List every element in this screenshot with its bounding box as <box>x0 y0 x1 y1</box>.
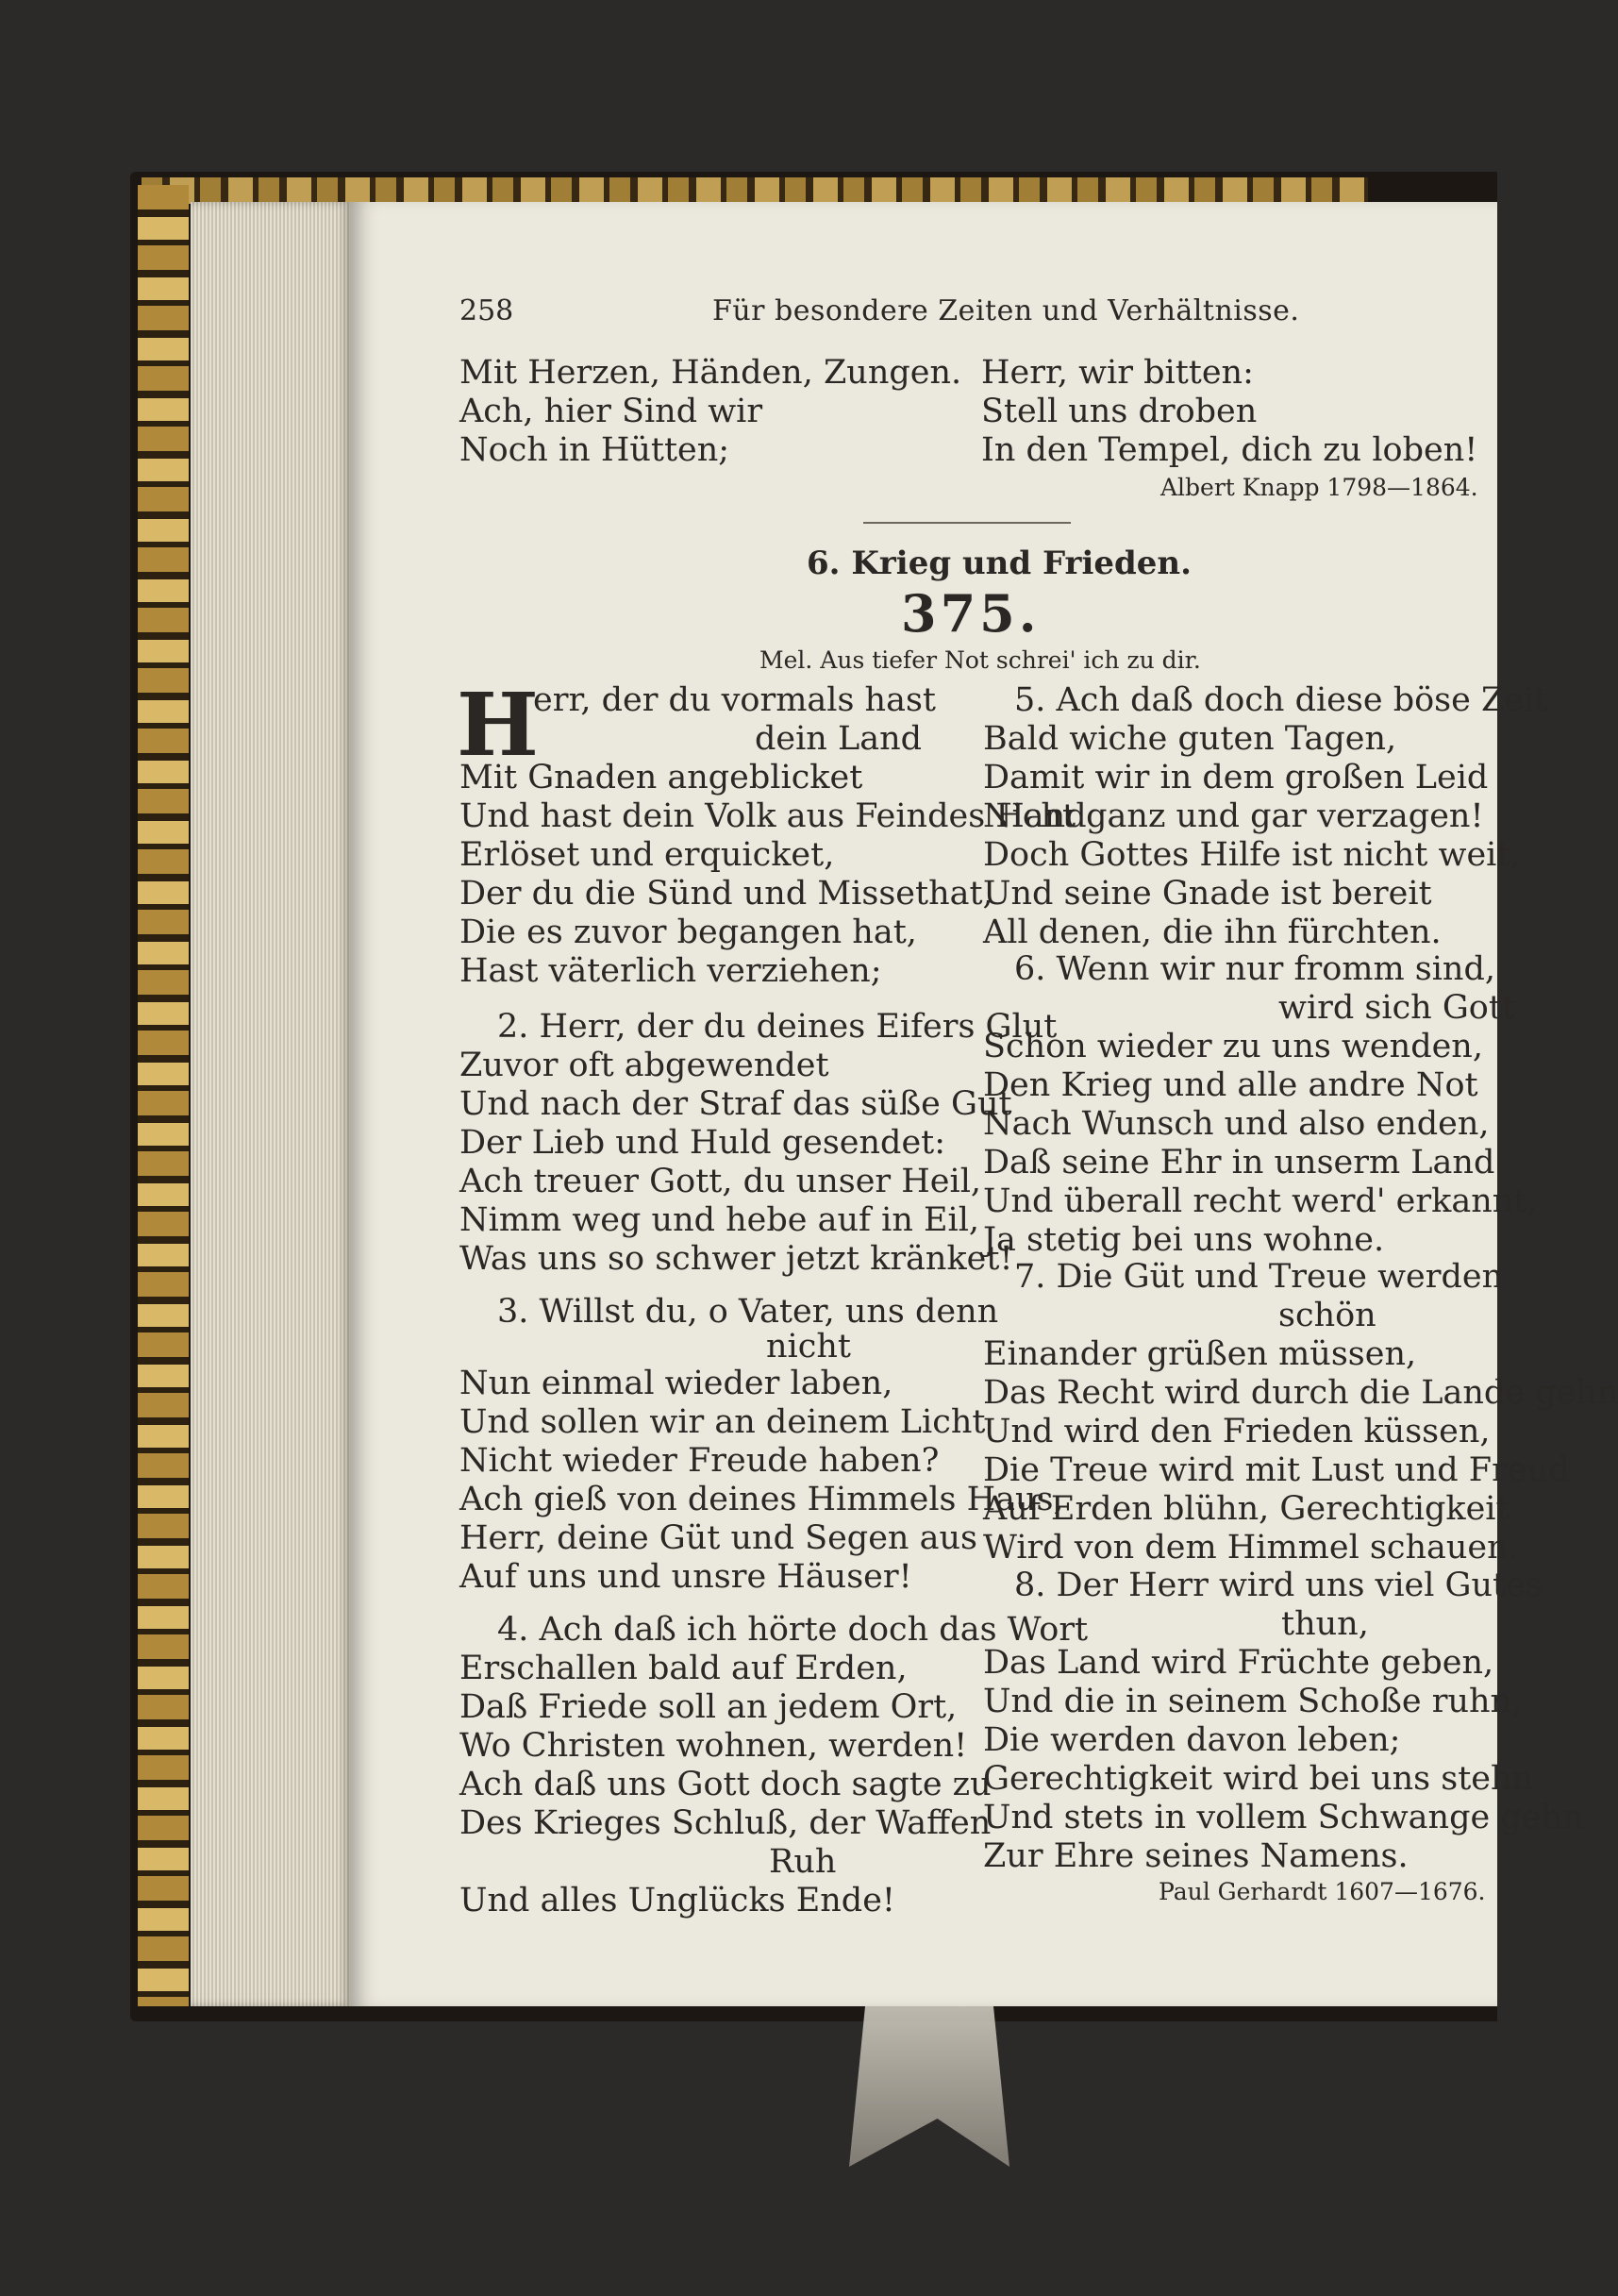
page-number: 258 <box>459 294 514 327</box>
hymn-number: 375. <box>901 583 1041 644</box>
verse-line: Daß Friede soll an jedem Ort, <box>459 1688 958 1726</box>
verse-line: 2. Herr, der du deines Eifers Glut <box>497 1008 1058 1046</box>
top-left-line: Ach, hier Sind wir <box>459 393 763 430</box>
verse-line: Einander grüßen müssen, <box>983 1335 1417 1373</box>
verse-line: dein Land <box>755 720 923 758</box>
verse-line: schön <box>1278 1297 1376 1334</box>
verse-line: Daß seine Ehr in unserm Land <box>983 1144 1495 1182</box>
verse-line: Nimm weg und hebe auf in Eil, <box>459 1201 980 1239</box>
verse-line: Das Recht wird durch die Lande gehn <box>983 1374 1618 1412</box>
top-right-line: Herr, wir bitten: <box>981 354 1254 392</box>
verse-line: 8. Der Herr wird uns viel Gutes <box>1014 1567 1543 1604</box>
verse-line: 4. Ach daß ich hörte doch das Wort <box>497 1611 1089 1649</box>
verse-line: Gerechtigkeit wird bei uns stehn <box>983 1760 1534 1798</box>
verse-line: Die es zuvor begangen hat, <box>459 913 917 951</box>
verse-line: Und nach der Straf das süße Gut <box>459 1085 1012 1123</box>
drop-cap: H <box>457 674 539 776</box>
verse-line: err, der du vormals hast <box>533 681 936 719</box>
verse-line: 6. Wenn wir nur fromm sind, <box>1014 950 1495 988</box>
verse-line: Die werden davon leben; <box>983 1721 1401 1759</box>
verse-line: Bald wiche guten Tagen, <box>983 720 1397 758</box>
verse-line: Und die in seinem Schoße ruhn, <box>983 1683 1523 1720</box>
ornamental-border-left <box>138 185 189 2006</box>
verse-line: 7. Die Güt und Treue werden <box>1014 1258 1504 1296</box>
top-right-line: Stell uns droben <box>981 393 1258 430</box>
verse-line: Ach treuer Gott, du unser Heil, <box>459 1163 982 1200</box>
verse-line: Nun einmal wieder laben, <box>459 1365 893 1402</box>
verse-line: Erlöset und erquicket, <box>459 836 835 874</box>
verse-line: Die Treue wird mit Lust und Freud <box>983 1451 1570 1489</box>
ornamental-border-top <box>142 177 1368 204</box>
verse-line: Und hast dein Volk aus Feindes Hand <box>459 797 1087 835</box>
verse-line: Des Krieges Schluß, der Waffen <box>459 1804 992 1842</box>
verse-line: 5. Ach daß doch diese böse Zeit <box>1014 681 1548 719</box>
verse-line: Doch Gottes Hilfe ist nicht weit, <box>983 836 1521 874</box>
verse-line: Und stets in vollem Schwange gehn <box>983 1799 1584 1836</box>
verse-line: Nicht wieder Freude haben? <box>459 1442 940 1480</box>
top-left-line: Mit Herzen, Händen, Zungen. <box>459 354 962 392</box>
verse-line: Das Land wird Früchte geben, <box>983 1644 1494 1682</box>
verse-line: Und seine Gnade ist bereit <box>983 875 1432 913</box>
verse-line: Nach Wunsch und also enden, <box>983 1105 1490 1143</box>
verse-line: Und alles Unglücks Ende! <box>459 1882 895 1919</box>
verse-line: Ruh <box>769 1843 837 1881</box>
verse-line: Ach daß uns Gott doch sagte zu <box>459 1766 992 1803</box>
verse-line: Hast väterlich verziehen; <box>459 952 882 990</box>
verse-line: Auf Erden blühn, Gerechtigkeit <box>983 1490 1510 1528</box>
section-title: 6. Krieg und Frieden. <box>807 545 1192 582</box>
verse-line: Und überall recht werd' erkannt, <box>983 1182 1538 1220</box>
verse-line: Wo Christen wohnen, werden! <box>459 1727 968 1765</box>
verse-line: Auf uns und unsre Häuser! <box>459 1558 912 1596</box>
verse-line: Wird von dem Himmel schauen. <box>983 1529 1519 1567</box>
verse-line: Ja stetig bei uns wohne. <box>983 1221 1385 1259</box>
verse-line: Und sollen wir an deinem Licht <box>459 1403 986 1441</box>
author-credit: Paul Gerhardt 1607—1676. <box>1159 1878 1486 1905</box>
verse-line: Mit Gnaden angeblicket <box>459 759 863 796</box>
verse-line: Erschallen bald auf Erden, <box>459 1650 908 1687</box>
verse-line: All denen, die ihn fürchten. <box>983 913 1442 951</box>
verse-line: thun, <box>1281 1605 1369 1643</box>
verse-line: Der du die Sünd und Missethat, <box>459 875 993 913</box>
verse-line: Herr, deine Güt und Segen aus <box>459 1519 977 1557</box>
verse-line: Ach gieß von deines Himmels Haus, <box>459 1481 1064 1518</box>
verse-line: Und wird den Frieden küssen, <box>983 1413 1491 1450</box>
verse-line: Nicht ganz und gar verzagen! <box>983 797 1484 835</box>
verse-line: Schon wieder zu uns wenden, <box>983 1028 1483 1065</box>
verse-line: Zuvor oft abgewendet <box>459 1047 829 1084</box>
section-divider <box>863 522 1071 524</box>
verse-line: Damit wir in dem großen Leid <box>983 759 1489 796</box>
page-header <box>459 294 1450 332</box>
page-edges <box>191 202 351 2006</box>
verse-line: nicht <box>766 1328 851 1366</box>
top-right-line: In den Tempel, dich zu loben! <box>981 431 1478 469</box>
verse-line: 3. Willst du, o Vater, uns denn <box>497 1293 999 1331</box>
verse-line: Den Krieg und alle andre Not <box>983 1066 1478 1104</box>
melody-line: Mel. Aus tiefer Not schrei' ich zu dir. <box>759 646 1201 674</box>
top-left-line: Noch in Hütten; <box>459 431 730 469</box>
verse-line: Zur Ehre seines Namens. <box>983 1837 1409 1875</box>
verse-line: Der Lieb und Huld gesendet: <box>459 1124 946 1162</box>
bookmark-ribbon[interactable] <box>849 2006 1009 2167</box>
verse-line: Was uns so schwer jetzt kränket! <box>459 1240 1013 1278</box>
running-title: Für besondere Zeiten und Verhältnisse. <box>712 294 1300 327</box>
author-credit: Albert Knapp 1798—1864. <box>1160 474 1478 501</box>
verse-line: wird sich Gott <box>1278 989 1515 1027</box>
